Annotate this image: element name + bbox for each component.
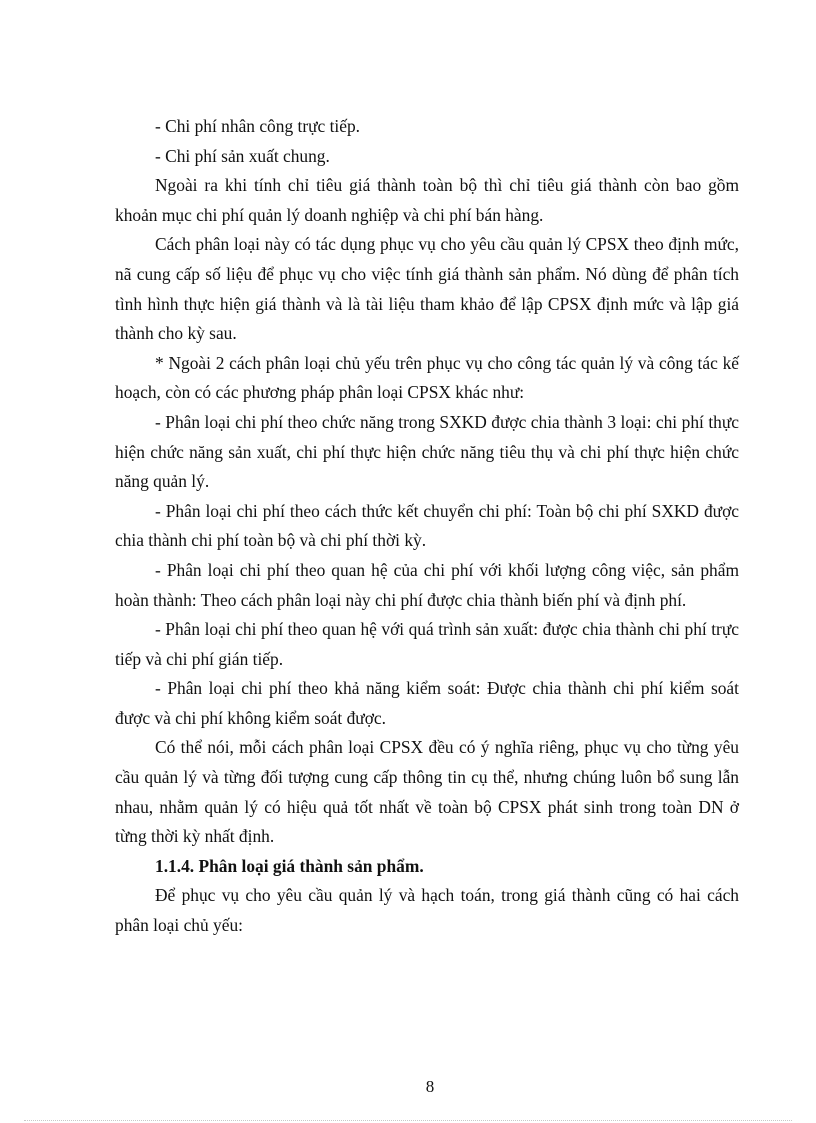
body-text <box>115 112 739 941</box>
paragraph-by-transfer: - Phân loại chi phí theo cách thức kết chuyển chi phí: Toàn bộ chi phí SXKD được chia thành chi phí toàn bộ và chi phí thời kỳ. <box>115 500 739 551</box>
paragraph-by-volume: - Phân loại chi phí theo quan hệ của chi phí với khối lượng công việc, sản phẩm hoàn thành: Theo cách phân loại này chi phí được chia thành biến phí và định phí. <box>115 559 739 610</box>
paragraph-by-control: - Phân loại chi phí theo khả năng kiểm soát: Được chia thành chi phí kiểm soát được và chi phí không kiểm soát được. <box>115 678 739 728</box>
paragraph-closing: Để phục vụ cho yêu cầu quản lý và hạch toán, trong giá thành cũng có hai cách phân loại chủ yếu: <box>115 885 739 936</box>
paragraph-classification-purpose: Cách phân loại này có tác dụng phục vụ cho yêu cầu quản lý CPSX theo định mức, nã cung cấp số liệu để phục vụ cho việc tính giá thành sản phẩm. Nó dùng để phân tích tình hình thực hiện giá thành và là tài liệu tham khảo để lập CPSX định mức và lập giá thành cho kỳ sau. <box>115 234 739 344</box>
paragraph-by-process: - Phân loại chi phí theo quan hệ với quá trình sản xuất: được chia thành chi phí trực tiếp và chi phí gián tiếp. <box>115 619 739 669</box>
paragraph-direct-labor: - Chi phí nhân công trực tiếp. <box>155 116 361 136</box>
paragraph-conclusion: Có thể nói, mỗi cách phân loại CPSX đều có ý nghĩa riêng, phục vụ cho từng yêu cầu quản lý và từng đối tượng cung cấp thông tin cụ thể, nhưng chúng luôn bổ sung lẫn nhau, nhằm quản lý có hiệu quả tốt nhất về toàn bộ CPSX phát sinh trong toàn DN ở từng thời kỳ nhất định. <box>115 737 739 847</box>
page-number: 8 <box>425 1077 435 1096</box>
footer-divider <box>24 1120 792 1121</box>
paragraph-other-methods: * Ngoài 2 cách phân loại chủ yếu trên phục vụ cho công tác quản lý và công tác kế hoạch, còn có các phương pháp phân loại CPSX khác như: <box>115 352 739 403</box>
paragraph-general-production: - Chi phí sản xuất chung. <box>155 145 330 166</box>
paragraph-by-function: - Phân loại chi phí theo chức năng trong SXKD được chia thành 3 loại: chi phí thực hiện chức năng sản xuất, chi phí thực hiện chức năng tiêu thụ và chi phí thực hiện chức năng quản lý. <box>115 411 739 492</box>
paragraph-full-cost: Ngoài ra khi tính chỉ tiêu giá thành toàn bộ thì chỉ tiêu giá thành còn bao gồm khoản mục chi phí quản lý doanh nghiệp và chi phí bán hàng. <box>115 175 739 225</box>
section-heading: 1.1.4. Phân loại giá thành sản phẩm. <box>155 855 424 876</box>
